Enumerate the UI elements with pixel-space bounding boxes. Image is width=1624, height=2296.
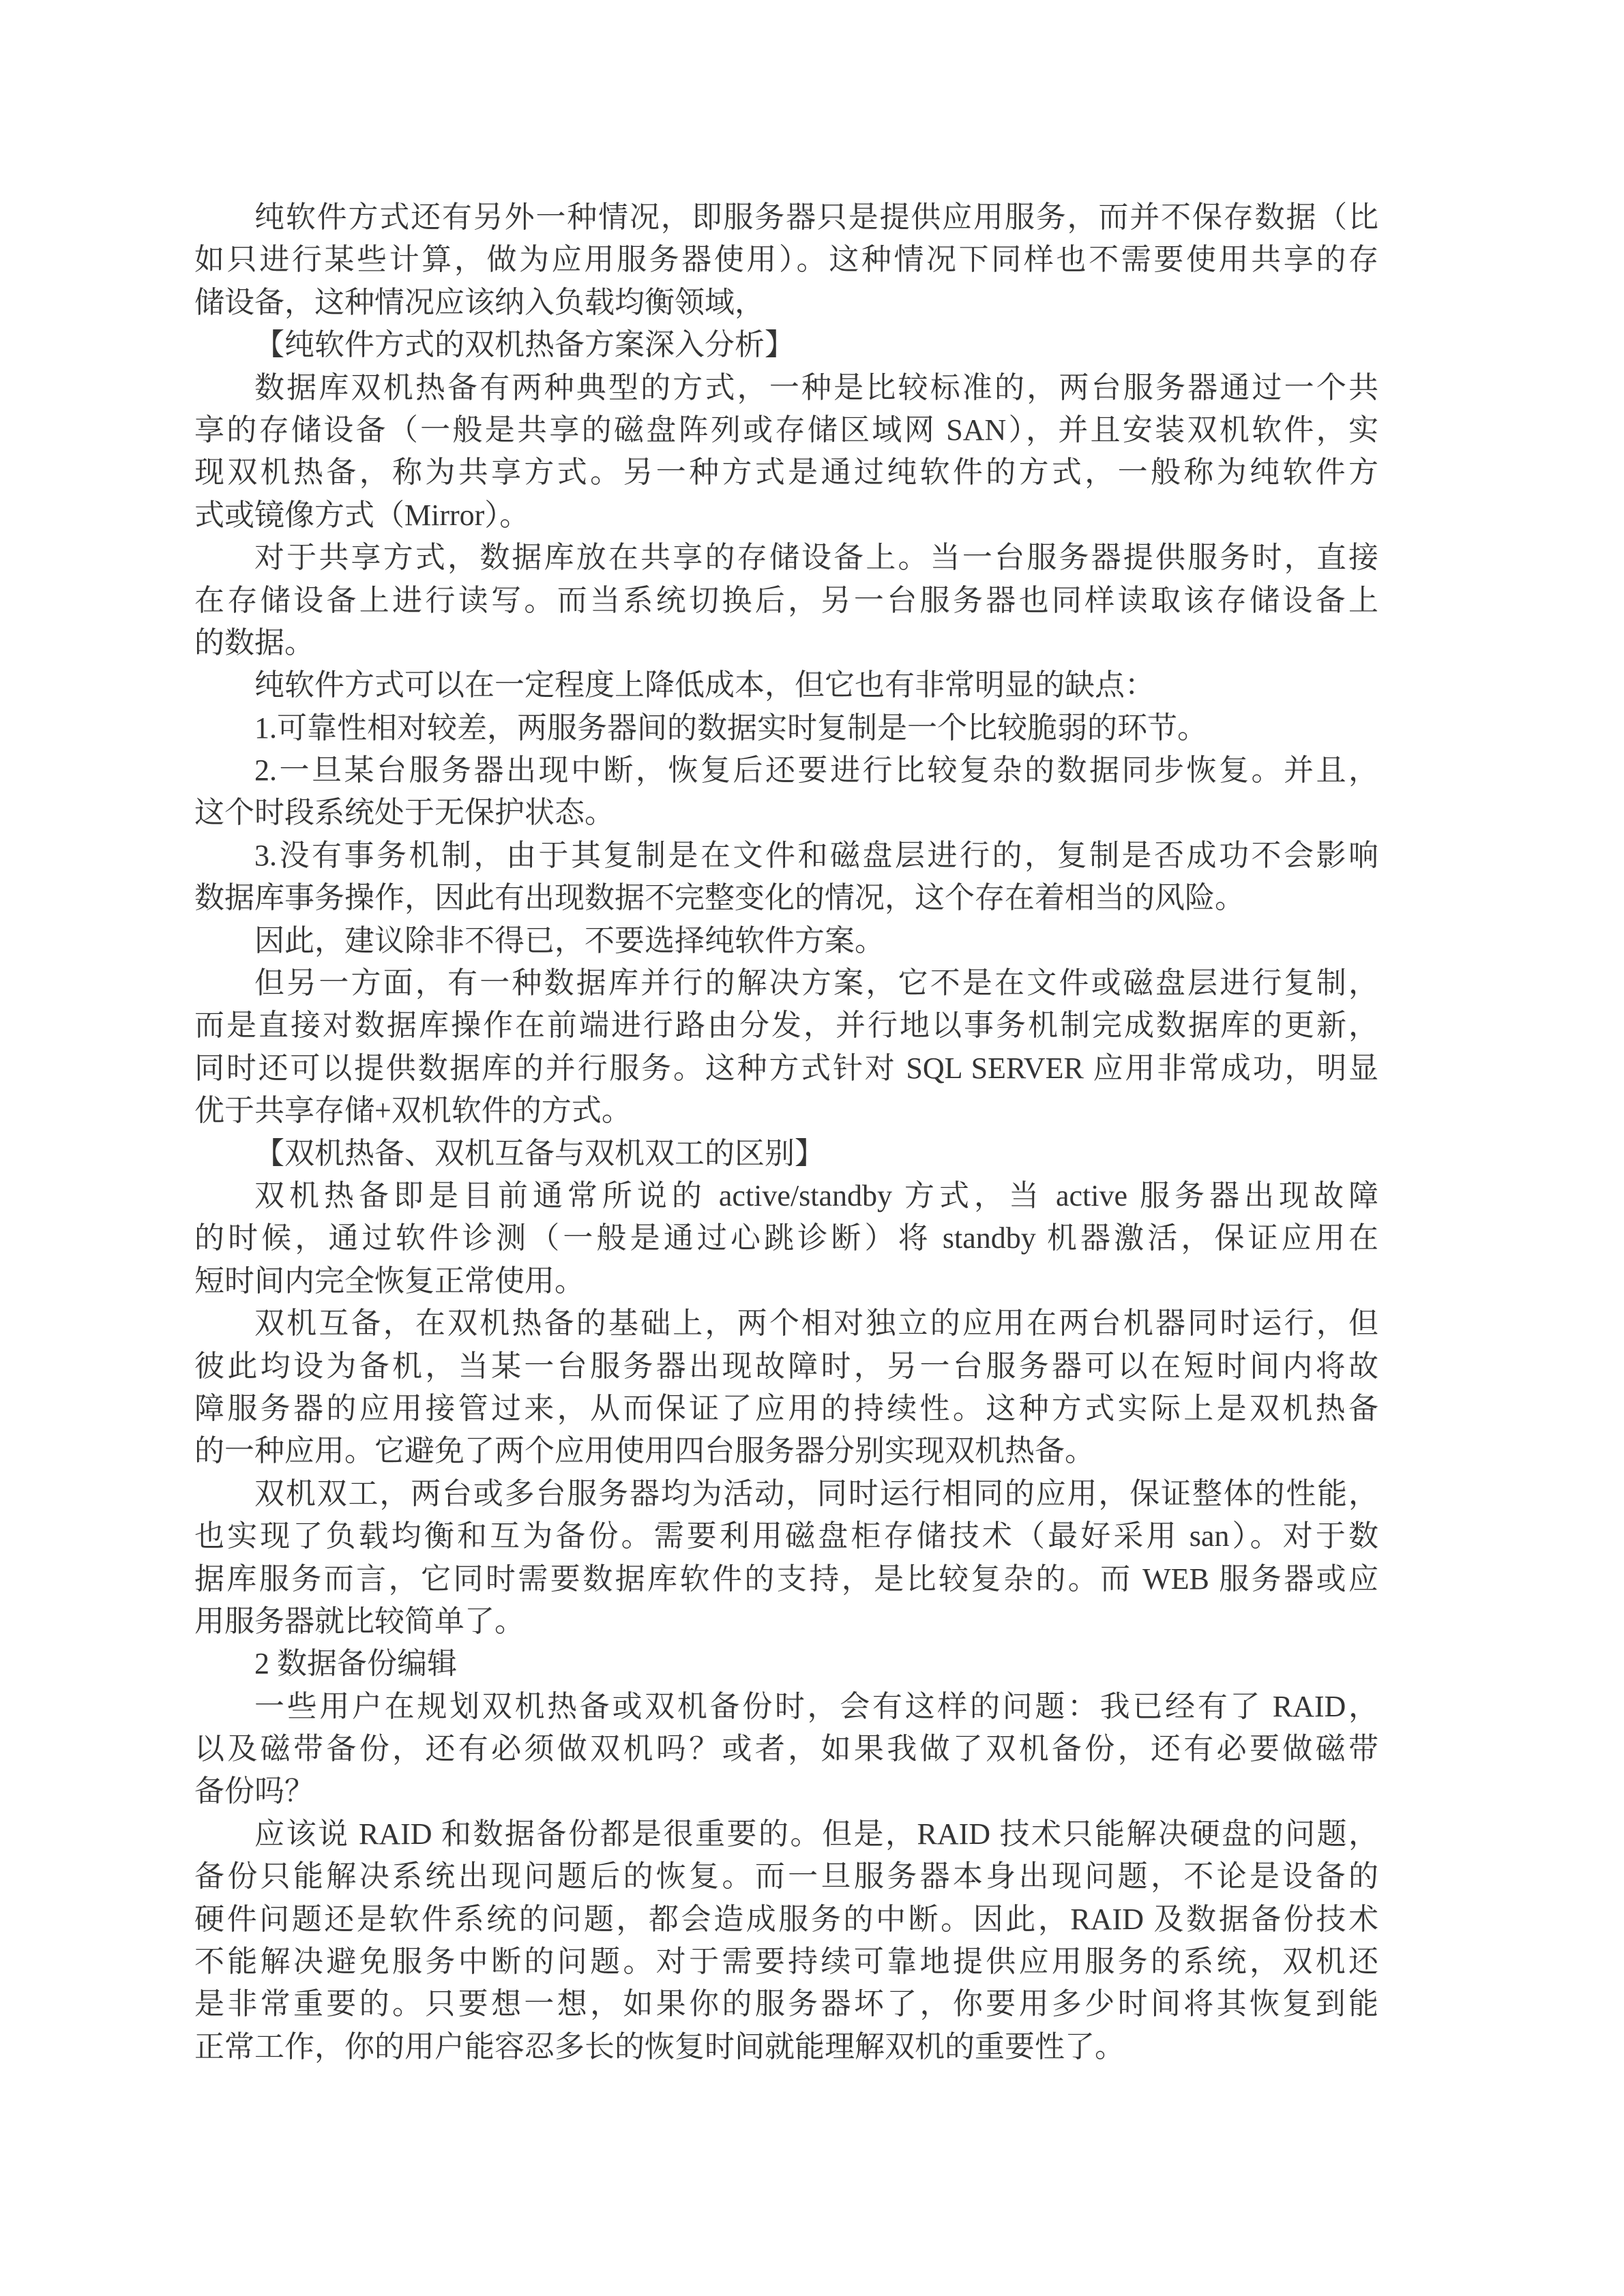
text-line: 短时间内完全恢复正常使用。 (194, 1264, 585, 1298)
text-line: 不能解决避免服务中断的问题。对于需要持续可靠地提供应用服务的系统，双机还 (194, 1945, 1378, 1979)
text-line: 是非常重要的。只要想一想，如果你的服务器坏了，你要用多少时间将其恢复到能 (194, 1987, 1378, 2021)
text-line: 数据库事务操作，因此有出现数据不完整变化的情况，这个存在着相当的风险。 (194, 881, 1245, 915)
text-line: 也实现了负载均衡和互为备份。需要利用磁盘柜存储技术（最好采用 san）。对于数 (194, 1519, 1378, 1553)
text-line: 用服务器就比较简单了。 (194, 1604, 525, 1638)
text-line: 储设备，这种情况应该纳入负载均衡领域， (194, 285, 765, 319)
text-line: 硬件问题还是软件系统的问题，都会造成服务的中断。因此，RAID 及数据备份技术 (194, 1902, 1378, 1936)
paragraph (194, 1175, 1378, 1302)
paragraph (194, 1686, 1378, 1813)
text-line: 式或镜像方式（Mirror）。 (194, 498, 530, 532)
paragraph (194, 749, 1378, 835)
text-line: 而是直接对数据库操作在前端进行路由分发，并行地以事务机制完成数据库的更新， (194, 1009, 1378, 1043)
text-line: 的一种应用。它避免了两个应用使用四台服务器分别实现双机热备。 (194, 1434, 1095, 1468)
paragraph-heading (194, 1133, 1378, 1175)
text-line: 如只进行某些计算，做为应用服务器使用）。这种情况下同样也不需要使用共享的存 (194, 243, 1378, 277)
text-line: 备份只能解决系统出现问题后的恢复。而一旦服务器本身出现问题，不论是设备的 (194, 1860, 1378, 1894)
paragraph (194, 835, 1378, 920)
text-line: 3.没有事务机制，由于其复制是在文件和磁盘层进行的，复制是否成功不会影响 (254, 838, 1378, 872)
paragraph (194, 537, 1378, 664)
heading-line: 【双机热备、双机互备与双机双工的区别】 (254, 1136, 825, 1170)
text-line: 据库服务而言，它同时需要数据库软件的支持，是比较复杂的。而 WEB 服务器或应 (194, 1562, 1378, 1596)
text-line: 现双机热备，称为共享方式。另一种方式是通过纯软件的方式，一般称为纯软件方 (194, 456, 1378, 490)
text-line: 以及磁带备份，还有必须做双机吗？或者，如果我做了双机备份，还有必要做磁带 (194, 1732, 1378, 1766)
text-line: 彼此均设为备机，当某一台服务器出现故障时，另一台服务器可以在短时间内将故 (194, 1349, 1378, 1383)
text-line: 这个时段系统处于无保护状态。 (194, 796, 615, 830)
text-line: 纯软件方式可以在一定程度上降低成本，但它也有非常明显的缺点： (254, 668, 1155, 702)
text-line: 但另一方面，有一种数据库并行的解决方案，它不是在文件或磁盘层进行复制， (254, 966, 1378, 1000)
paragraph (194, 1302, 1378, 1473)
text-line: 的数据。 (194, 625, 314, 659)
text-line: 应该说 RAID 和数据备份都是很重要的。但是，RAID 技术只能解决硬盘的问题， (254, 1817, 1378, 1851)
paragraph (194, 367, 1378, 537)
text-line: 的时候，通过软件诊测（一般是通过心跳诊断）将 standby 机器激活，保证应用在 (194, 1221, 1378, 1255)
paragraph (194, 707, 1378, 749)
paragraph (194, 1813, 1378, 2068)
text-line: 双机互备，在双机热备的基础上，两个相对独立的应用在两台机器同时运行，但 (254, 1307, 1378, 1341)
text-line: 享的存储设备（一般是共享的磁盘阵列或存储区域网 SAN），并且安装双机软件，实 (194, 413, 1378, 447)
text-line: 优于共享存储+双机软件的方式。 (194, 1094, 632, 1128)
text-line: 2.一旦某台服务器出现中断，恢复后还要进行比较复杂的数据同步恢复。并且， (254, 754, 1378, 788)
text-block (194, 196, 1378, 2068)
text-line: 正常工作，你的用户能容忍多长的恢复时间就能理解双机的重要性了。 (194, 2029, 1125, 2063)
paragraph-heading (194, 324, 1378, 366)
text-line: 数据库双机热备有两种典型的方式，一种是比较标准的，两台服务器通过一个共 (254, 370, 1378, 404)
text-line: 纯软件方式还有另外一种情况，即服务器只是提供应用服务，而并不保存数据（比 (254, 200, 1378, 234)
heading-line: 【纯软件方式的双机热备方案深入分析】 (254, 328, 795, 362)
paragraph-heading (194, 1643, 1378, 1685)
text-line: 1.可靠性相对较差，两服务器间的数据实时复制是一个比较脆弱的环节。 (254, 711, 1207, 745)
heading-line: 2 数据备份编辑 (254, 1647, 457, 1681)
text-line: 双机热备即是目前通常所说的 active/standby 方式，当 active 服务器出现故障 (254, 1178, 1378, 1212)
paragraph (194, 664, 1378, 706)
text-line: 同时还可以提供数据库的并行服务。这种方式针对 SQL SERVER 应用非常成功，明显 (194, 1051, 1378, 1085)
text-line: 双机双工，两台或多台服务器均为活动，同时运行相同的应用，保证整体的性能， (254, 1476, 1378, 1510)
text-line: 对于共享方式，数据库放在共享的存储设备上。当一台服务器提供服务时，直接 (254, 541, 1378, 575)
paragraph (194, 962, 1378, 1133)
paragraph (194, 196, 1378, 324)
text-line: 障服务器的应用接管过来，从而保证了应用的持续性。这种方式实际上是双机热备 (194, 1391, 1378, 1425)
paragraph (194, 920, 1378, 962)
text-line: 在存储设备上进行读写。而当系统切换后，另一台服务器也同样读取该存储设备上 (194, 583, 1378, 617)
text-line: 一些用户在规划双机热备或双机备份时，会有这样的问题：我已经有了 RAID， (254, 1689, 1378, 1723)
text-line: 因此，建议除非不得已，不要选择纯软件方案。 (254, 923, 885, 957)
text-line: 备份吗？ (194, 1774, 314, 1808)
paragraph (194, 1473, 1378, 1643)
